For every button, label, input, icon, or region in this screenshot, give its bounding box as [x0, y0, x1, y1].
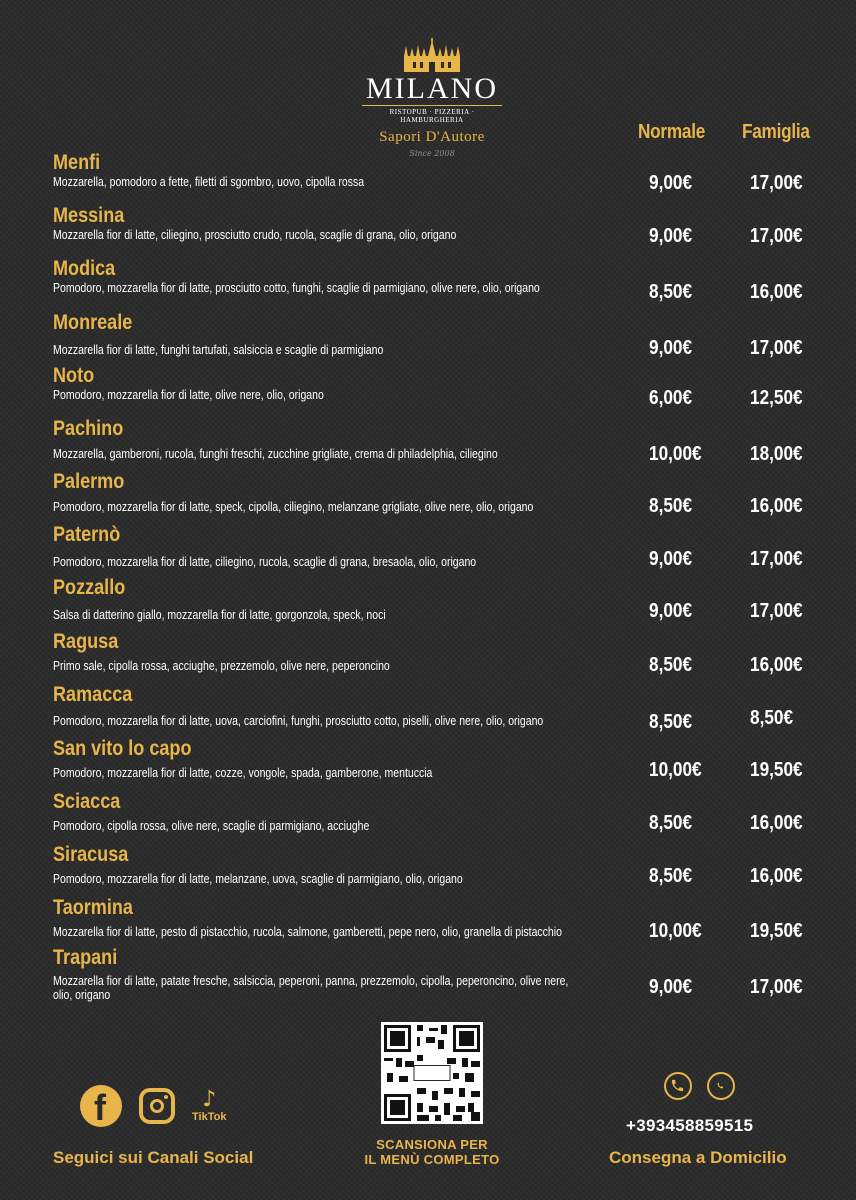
- item-description: Pomodoro, cipolla rossa, olive nere, scaglie di parmigiano, acciughe: [53, 819, 370, 833]
- social-links: [80, 1085, 226, 1127]
- item-name: Ragusa: [53, 630, 119, 653]
- item-description: Pomodoro, mozzarella fior di latte, cozze, vongole, spada, gamberone, mentuccia: [53, 766, 433, 780]
- price-normale: 9,00€: [649, 548, 693, 570]
- price-famiglia: 16,00€: [750, 281, 803, 303]
- item-description: Pomodoro, mozzarella fior di latte, olive nere, olio, origano: [53, 388, 324, 402]
- whatsapp-icon[interactable]: [707, 1072, 735, 1100]
- tiktok-icon: ♪: [202, 1087, 217, 1112]
- brand-since: Since 2008: [409, 149, 455, 158]
- price-famiglia: 16,00€: [750, 495, 803, 517]
- menu-item: [53, 576, 833, 622]
- price-normale: 8,50€: [649, 281, 693, 303]
- item-name: Ramacca: [53, 683, 133, 706]
- menu-item: [53, 417, 833, 465]
- item-name: Monreale: [53, 311, 133, 334]
- menu-item: [53, 257, 833, 303]
- item-name: Trapani: [53, 946, 118, 969]
- price-normale: 8,50€: [649, 865, 693, 887]
- item-name: Menfi: [53, 151, 101, 174]
- menu-item: [53, 470, 833, 517]
- item-description: Mozzarella, pomodoro a fette, filetti di sgombro, uovo, cipolla rossa: [53, 175, 365, 189]
- menu-item: [53, 523, 833, 569]
- price-famiglia: 12,50€: [750, 387, 803, 409]
- price-normale: 6,00€: [649, 387, 693, 409]
- price-normale: 9,00€: [649, 976, 693, 998]
- phone-number[interactable]: +393458859515: [626, 1116, 754, 1135]
- price-normale: 8,50€: [649, 812, 693, 834]
- price-famiglia: 16,00€: [750, 812, 803, 834]
- item-name: Modica: [53, 257, 116, 280]
- item-name: Palermo: [53, 470, 125, 493]
- price-famiglia: 19,50€: [750, 759, 803, 781]
- price-famiglia: 17,00€: [750, 548, 803, 570]
- price-normale: 9,00€: [649, 225, 693, 247]
- price-famiglia: 16,00€: [750, 654, 803, 676]
- column-header-famiglia: Famiglia: [742, 121, 810, 143]
- facebook-icon[interactable]: f: [80, 1085, 122, 1127]
- column-header-normale: Normale: [638, 121, 706, 143]
- item-description: Mozzarella fior di latte, patate fresche, salsiccia, peperoni, panna, prezzemolo, cipolla, peperoncino, olive nere, olio, origano: [53, 974, 569, 1002]
- contact-icons: [664, 1072, 735, 1100]
- item-description: Pomodoro, mozzarella fior di latte, speck, cipolla, ciliegino, melanzane grigliate, olive nere, olio, origano: [53, 500, 534, 514]
- item-name: Pozzallo: [53, 576, 126, 599]
- brand-tagline: Sapori D'Autore: [379, 129, 485, 145]
- menu-item: [53, 311, 833, 357]
- price-normale: 8,50€: [649, 711, 693, 733]
- price-famiglia: 18,00€: [750, 443, 803, 465]
- price-normale: 9,00€: [649, 337, 693, 359]
- price-normale: 10,00€: [649, 759, 702, 781]
- social-caption: Seguici sui Canali Social: [53, 1148, 254, 1167]
- item-name: Messina: [53, 204, 125, 227]
- menu-item: [53, 364, 833, 409]
- tiktok-link[interactable]: [192, 1089, 226, 1123]
- qr-caption: [340, 1137, 524, 1167]
- price-normale: 10,00€: [649, 920, 702, 942]
- qr-caption-line2: IL MENÙ COMPLETO: [364, 1152, 500, 1167]
- price-famiglia: 8,50€: [750, 707, 794, 729]
- menu-item: [53, 737, 833, 780]
- price-normale: 8,50€: [649, 654, 693, 676]
- price-famiglia: 19,50€: [750, 920, 803, 942]
- price-famiglia: 16,00€: [750, 865, 803, 887]
- price-famiglia: 17,00€: [750, 976, 803, 998]
- menu-item: [53, 896, 833, 942]
- item-description: Mozzarella, gamberoni, rucola, funghi freschi, zucchine grigliate, crema di philadelphia, ciliegino: [53, 447, 498, 461]
- item-name: San vito lo capo: [53, 737, 192, 760]
- menu-item: [53, 630, 833, 676]
- instagram-icon[interactable]: [139, 1088, 175, 1124]
- price-famiglia: 17,00€: [750, 225, 803, 247]
- menu-item: [53, 790, 833, 833]
- item-name: Taormina: [53, 896, 133, 919]
- item-description: Mozzarella fior di latte, pesto di pistacchio, rucola, salmone, gamberetti, pepe nero, olio, granella di pistacchio: [53, 925, 562, 939]
- price-normale: 10,00€: [649, 443, 702, 465]
- qr-code[interactable]: [381, 1022, 483, 1124]
- price-famiglia: 17,00€: [750, 600, 803, 622]
- item-name: Siracusa: [53, 843, 129, 866]
- item-description: Mozzarella fior di latte, ciliegino, prosciutto crudo, rucola, scaglie di grana, olio, origano: [53, 228, 457, 242]
- menu-item: [53, 204, 833, 247]
- item-description: Salsa di datterino giallo, mozzarella fior di latte, gorgonzola, speck, noci: [53, 608, 386, 622]
- price-normale: 9,00€: [649, 600, 693, 622]
- price-normale: 8,50€: [649, 495, 693, 517]
- price-normale: 9,00€: [649, 172, 693, 194]
- menu-item: [53, 683, 833, 733]
- brand-name: MILANO: [362, 74, 502, 106]
- qr-caption-line1: SCANSIONA PER: [376, 1137, 488, 1152]
- cathedral-icon: [400, 38, 464, 72]
- item-description: Pomodoro, mozzarella fior di latte, melanzane, uova, scaglie di parmigiano, olio, origano: [53, 872, 463, 886]
- item-name: Noto: [53, 364, 95, 387]
- menu-item: [53, 843, 833, 886]
- item-description: Pomodoro, mozzarella fior di latte, uova, carciofini, funghi, prosciutto cotto, piselli, olive nere, olio, origano: [53, 714, 544, 728]
- menu-item: [53, 946, 833, 1002]
- price-famiglia: 17,00€: [750, 337, 803, 359]
- brand-subtitle: RISTOPUB · PIZZERIA · HAMBURGHERIA: [389, 108, 475, 124]
- delivery-caption: Consegna a Domicilio: [609, 1148, 787, 1167]
- item-description: Primo sale, cipolla rossa, acciughe, prezzemolo, olive nere, peperoncino: [53, 659, 390, 673]
- phone-icon[interactable]: [664, 1072, 692, 1100]
- item-name: Paternò: [53, 523, 121, 546]
- item-description: Pomodoro, mozzarella fior di latte, prosciutto cotto, funghi, scaglie di parmigiano, olive nere, olio, origano: [53, 281, 540, 295]
- item-name: Sciacca: [53, 790, 121, 813]
- price-famiglia: 17,00€: [750, 172, 803, 194]
- item-description: Mozzarella fior di latte, funghi tartufati, salsiccia e scaglie di parmigiano: [53, 343, 384, 357]
- menu-item: [53, 151, 833, 194]
- item-name: Pachino: [53, 417, 124, 440]
- tiktok-label: TikTok: [192, 1111, 227, 1123]
- item-description: Pomodoro, mozzarella fior di latte, ciliegino, rucola, scaglie di grana, bresaola, olio, origano: [53, 555, 477, 569]
- brand-logo: [362, 38, 502, 158]
